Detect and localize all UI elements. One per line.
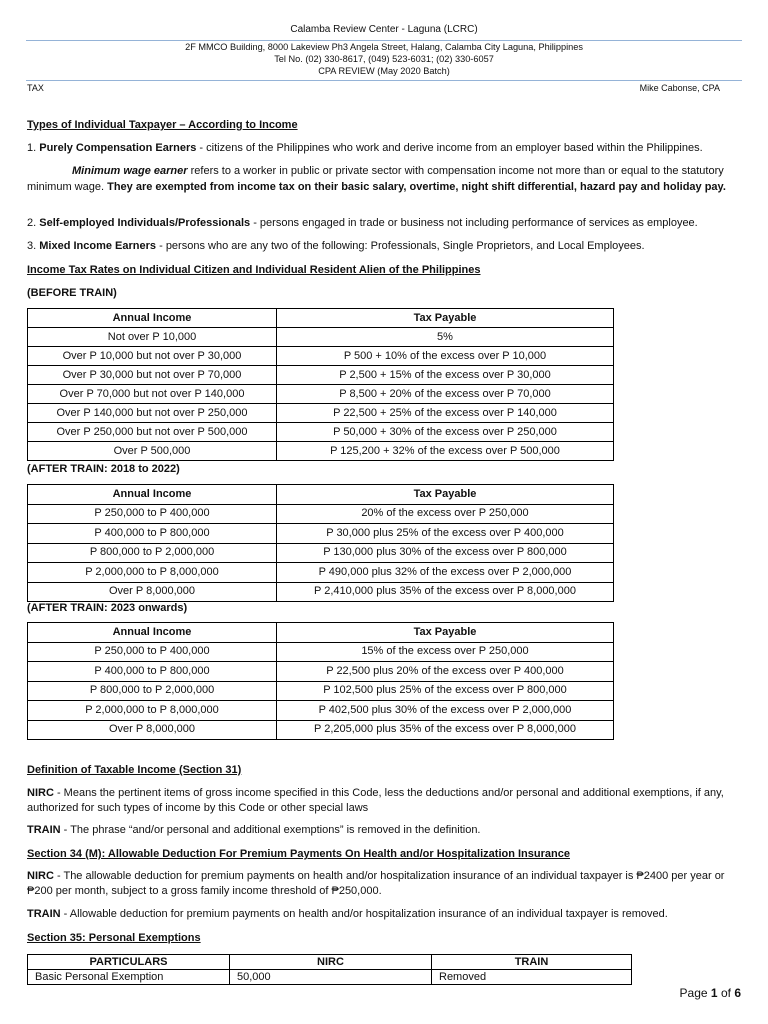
particulars-cell: Basic Personal Exemption (28, 970, 230, 985)
table-row (28, 423, 614, 442)
minimum-wage-note (27, 163, 742, 195)
tax-payable-cell: P 125,200 + 32% of the excess over P 500,000 (277, 442, 614, 461)
table-row (28, 328, 614, 347)
column-header-particulars: PARTICULARS (28, 955, 230, 970)
header-rule-bottom (26, 80, 742, 81)
tax-payable-cell: P 500 + 10% of the excess over P 10,000 (277, 347, 614, 366)
table-row (28, 643, 614, 663)
column-header-annual-income: Annual Income (28, 309, 277, 328)
table-header-row (28, 309, 614, 328)
table-row (28, 544, 614, 564)
minimum-wage-definition: refers to a worker in public or private sector with compensation income not more than or equal to the statutory minimum wage. (27, 165, 724, 193)
minimum-wage-exemption: They are exempted from income tax on their basic salary, overtime, night shift differential, hazard pay and holiday pay. (107, 181, 726, 193)
section-heading-taxable-income: Definition of Taxable Income (Section 31) (27, 764, 242, 776)
tax-payable-cell: P 102,500 plus 25% of the excess over P 800,000 (277, 682, 614, 702)
table-label-before-train: (BEFORE TRAIN) (27, 287, 117, 299)
tax-payable-cell: P 8,500 + 20% of the excess over P 70,000 (277, 385, 614, 404)
tax-payable-cell: P 30,000 plus 25% of the excess over P 400,000 (277, 524, 614, 544)
header-batch: CPA REVIEW (May 2020 Batch) (318, 66, 450, 76)
item-description: - persons engaged in trade or business not including performance of services as employee. (253, 217, 698, 229)
tax-payable-cell: 20% of the excess over P 250,000 (277, 505, 614, 525)
tax-payable-cell: 5% (277, 328, 614, 347)
header-info (0, 41, 768, 77)
table-header-row (28, 623, 614, 643)
header-contact: Tel No. (02) 330-8617, (049) 523-6031; (02) 330-6057 (274, 54, 494, 64)
column-header-nirc: NIRC (230, 955, 432, 970)
train-definition (27, 822, 742, 838)
table-row (28, 662, 614, 682)
annual-income-cell: Over P 30,000 but not over P 70,000 (28, 366, 277, 385)
train-text: - The phrase “and/or personal and additional exemptions” is removed in the definition. (63, 824, 481, 836)
annual-income-cell: Over P 500,000 (28, 442, 277, 461)
section-heading-section-34: Section 34 (M): Allowable Deduction For Premium Payments On Health and/or Hospitalization Insurance (27, 848, 570, 860)
annual-income-cell: P 250,000 to P 400,000 (28, 643, 277, 663)
annual-income-cell: P 400,000 to P 800,000 (28, 524, 277, 544)
annual-income-cell: Over P 70,000 but not over P 140,000 (28, 385, 277, 404)
section-heading-tax-rates: Income Tax Rates on Individual Citizen and Individual Resident Alien of the Philippines (27, 264, 481, 276)
annual-income-cell: P 800,000 to P 2,000,000 (28, 544, 277, 564)
annual-income-cell: Over P 250,000 but not over P 500,000 (28, 423, 277, 442)
nirc-text: - Means the pertinent items of gross income specified in this Code, less the deductions and/or personal and additional exemptions, if any, authorized for such types of income by this Code or other special laws (27, 787, 724, 814)
tax-payable-cell: P 402,500 plus 30% of the excess over P 2,000,000 (277, 701, 614, 721)
annual-income-cell: P 400,000 to P 800,000 (28, 662, 277, 682)
table-row (28, 721, 614, 741)
column-header-annual-income: Annual Income (28, 623, 277, 643)
table-row (28, 563, 614, 583)
table-row (28, 505, 614, 525)
item-description: - persons who are any two of the following: Professionals, Single Proprietors, and Local Employees. (159, 240, 645, 252)
review-center-title: Calamba Review Center - Laguna (LCRC) (290, 24, 478, 35)
tax-table-after-train-2023-onwards (27, 622, 614, 740)
table-row (28, 366, 614, 385)
table-row (28, 524, 614, 544)
tax-payable-cell: P 2,500 + 15% of the excess over P 30,000 (277, 366, 614, 385)
section-heading-taxpayer-types: Types of Individual Taxpayer – According to Income (27, 119, 298, 131)
annual-income-cell: Not over P 10,000 (28, 328, 277, 347)
item-description: - citizens of the Philippines who work and derive income from an employer based within the Philippines. (199, 142, 703, 154)
nirc-tag: NIRC (27, 870, 54, 882)
table-row (28, 385, 614, 404)
page-number (680, 985, 741, 1001)
train-tag: TRAIN (27, 908, 61, 920)
nirc-definition (27, 786, 742, 816)
item-number: 3. (27, 240, 37, 252)
item-term: Self-employed Individuals/Professionals (39, 217, 251, 229)
tax-table-before-train (27, 308, 614, 461)
column-header-tax-payable: Tax Payable (277, 623, 614, 643)
train-tag: TRAIN (27, 824, 61, 836)
annual-income-cell: Over P 140,000 but not over P 250,000 (28, 404, 277, 423)
table-row (28, 970, 632, 985)
tax-payable-cell: P 130,000 plus 30% of the excess over P 800,000 (277, 544, 614, 564)
tax-payable-cell: P 22,500 plus 20% of the excess over P 400,000 (277, 662, 614, 682)
item-number: 2. (27, 217, 37, 229)
train-cell: Removed (432, 970, 632, 985)
subject-label: TAX (27, 83, 44, 93)
table-row (28, 347, 614, 366)
tax-payable-cell: 15% of the excess over P 250,000 (277, 643, 614, 663)
table-row (28, 682, 614, 702)
taxpayer-type-item (27, 238, 742, 254)
table-header-row (28, 485, 614, 505)
nirc-text: - The allowable deduction for premium payments on health and/or hospitalization insurance of an individual taxpayer is ₱2400 per year or ₱200 per month, subject to a gross family income threshold of ₱250,000. (27, 870, 725, 897)
total-pages: 6 (734, 986, 741, 1000)
header-meta (27, 82, 720, 94)
nirc-cell: 50,000 (230, 970, 432, 985)
nirc-premium-deduction (27, 869, 742, 899)
annual-income-cell: Over P 8,000,000 (28, 583, 277, 603)
annual-income-cell: P 800,000 to P 2,000,000 (28, 682, 277, 702)
table-label-after-train-2018: (AFTER TRAIN: 2018 to 2022) (27, 463, 180, 475)
column-header-tax-payable: Tax Payable (277, 485, 614, 505)
taxpayer-type-item (27, 140, 742, 156)
annual-income-cell: P 250,000 to P 400,000 (28, 505, 277, 525)
annual-income-cell: Over P 8,000,000 (28, 721, 277, 741)
item-term: Mixed Income Earners (39, 240, 157, 252)
table-label-after-train-2023: (AFTER TRAIN: 2023 onwards) (27, 602, 188, 614)
table-row (28, 404, 614, 423)
author-name: Mike Cabonse, CPA (639, 83, 720, 93)
item-term: Purely Compensation Earners (39, 142, 197, 154)
table-row (28, 442, 614, 461)
table-header-row (28, 955, 632, 970)
tax-payable-cell: P 490,000 plus 32% of the excess over P 2,000,000 (277, 563, 614, 583)
section-heading-personal-exemptions: Section 35: Personal Exemptions (27, 932, 201, 944)
column-header-train: TRAIN (432, 955, 632, 970)
train-text: - Allowable deduction for premium payments on health and/or hospitalization insurance of an individual taxpayer is removed. (63, 908, 668, 920)
tax-payable-cell: P 50,000 + 30% of the excess over P 250,000 (277, 423, 614, 442)
annual-income-cell: P 2,000,000 to P 8,000,000 (28, 701, 277, 721)
minimum-wage-term: Minimum wage earner (72, 165, 188, 177)
tax-table-after-train-2018-2022 (27, 484, 614, 602)
table-row (28, 701, 614, 721)
column-header-tax-payable: Tax Payable (277, 309, 614, 328)
of-label: of (720, 986, 731, 1000)
item-number: 1. (27, 142, 37, 154)
tax-payable-cell: P 22,500 + 25% of the excess over P 140,000 (277, 404, 614, 423)
tax-payable-cell: P 2,410,000 plus 35% of the excess over P 8,000,000 (277, 583, 614, 603)
nirc-tag: NIRC (27, 787, 54, 799)
column-header-annual-income: Annual Income (28, 485, 277, 505)
annual-income-cell: Over P 10,000 but not over P 30,000 (28, 347, 277, 366)
tax-payable-cell: P 2,205,000 plus 35% of the excess over P 8,000,000 (277, 721, 614, 741)
train-premium-deduction (27, 906, 742, 922)
annual-income-cell: P 2,000,000 to P 8,000,000 (28, 563, 277, 583)
taxpayer-type-item (27, 215, 742, 231)
page-label: Page (679, 986, 708, 1000)
header-address: 2F MMCO Building, 8000 Lakeview Ph3 Angela Street, Halang, Calamba City Laguna, Philippines (185, 42, 583, 52)
current-page: 1 (710, 986, 718, 1000)
personal-exemptions-table (27, 954, 632, 985)
